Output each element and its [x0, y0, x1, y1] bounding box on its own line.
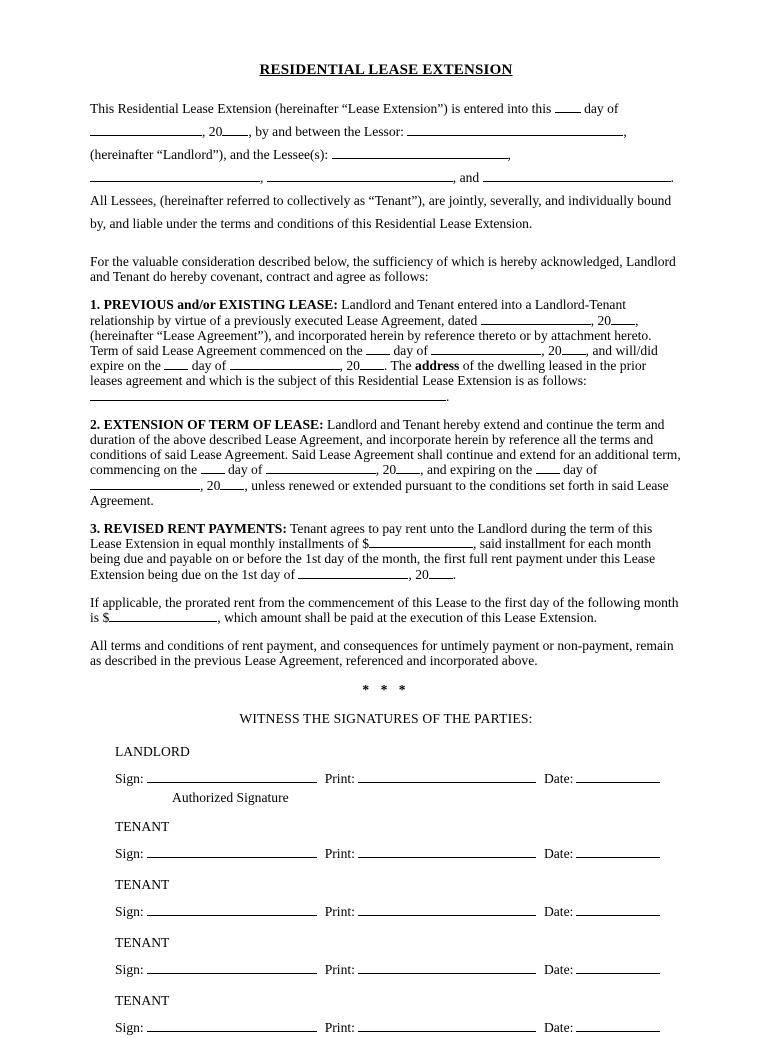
blank-field[interactable]	[220, 478, 244, 490]
sign-label: Sign:	[115, 845, 144, 861]
witness-heading: WITNESS THE SIGNATURES OF THE PARTIES:	[239, 710, 533, 726]
signature-area	[115, 744, 682, 1038]
consideration-paragraph	[90, 254, 682, 284]
date-label: Date:	[543, 1019, 574, 1035]
date-label: Date:	[543, 961, 574, 977]
text-run: . All Lessees, (hereinafter referred to collectively as “Tenant”), are jointly, severally, and individually bound by, and liable under the terms and conditions of this Residential Lease Extension.	[90, 170, 675, 231]
tenant-1-date-blank[interactable]	[576, 846, 660, 858]
tenant-3-sign-blank[interactable]	[147, 962, 317, 974]
blank-field[interactable]	[266, 462, 376, 474]
signature-row	[115, 769, 682, 789]
text-run: day of	[580, 101, 619, 116]
blank-field[interactable]	[230, 358, 340, 370]
tenant-4-date-blank[interactable]	[576, 1020, 660, 1032]
text-run: For the valuable consideration described below, the sufficiency of which is hereby acknowledged, Landlord and Tenant do hereby covenant, contract and agree as follows:	[90, 254, 676, 285]
blank-field[interactable]	[90, 170, 260, 182]
tenant-1-sign-blank[interactable]	[147, 846, 317, 858]
text-run: , 20	[375, 462, 397, 478]
print-label: Print:	[324, 903, 355, 919]
text-run: All terms and conditions of rent payment, and consequences for untimely payment or non-payment, remain as described in the previous Lease Agreement, referenced and incorporated above.	[90, 638, 674, 669]
blank-field[interactable]	[611, 313, 635, 325]
text-run: of the dwelling leased in the prior leases agreement and which is the subject of this Residential Lease Extension is as follows:	[90, 358, 647, 389]
print-label: Print:	[324, 961, 355, 977]
tenant-2-date-blank[interactable]	[576, 904, 660, 916]
text-run: Landlord and Tenant hereby extend and continue the term and duration of the above described Lease Agreement, and incorporate herein by reference all the terms and conditions of said Lease Agreement. Said Lease Agreement shall continue and extend for an additional term, commencing on the	[90, 416, 681, 478]
text-run: Landlord and Tenant entered into a Landlord-Tenant relationship by virtue of a previously executed Lease Agreement, dated	[90, 297, 627, 328]
authorized-signature-note: Authorized Signature	[172, 789, 289, 805]
blank-field[interactable]	[555, 101, 581, 113]
text-run: , and will/did expire on the	[90, 343, 658, 374]
signature-block-tenant-4	[115, 993, 682, 1038]
text-run: , (hereinafter “Lease Agreement”), and incorporated herein by reference thereto or by attachment hereto. Term of said Lease Agreement commenced on the	[90, 312, 652, 359]
intro-paragraph	[90, 97, 682, 235]
blank-field[interactable]	[536, 462, 560, 474]
blank-field[interactable]	[201, 462, 225, 474]
text-run: This Residential Lease Extension (hereinafter “Lease Extension”) is entered into this	[90, 101, 555, 116]
text-run: day of	[390, 343, 432, 359]
blank-field[interactable]	[483, 170, 671, 182]
text-run: , 20	[590, 312, 612, 328]
blank-field[interactable]	[298, 567, 408, 579]
text-run: , unless renewed or extended pursuant to the conditions set forth in said Lease Agreement.	[90, 477, 669, 508]
text-run: address	[415, 358, 460, 374]
date-label: Date:	[543, 770, 574, 786]
blank-field[interactable]	[164, 358, 188, 370]
text-run: , and	[452, 170, 483, 185]
text-run: day of	[559, 462, 598, 478]
blank-field[interactable]	[90, 478, 200, 490]
signature-row	[115, 902, 682, 922]
blank-field[interactable]	[332, 147, 508, 159]
landlord-print-blank[interactable]	[358, 771, 536, 783]
print-label: Print:	[324, 770, 355, 786]
signature-row	[115, 844, 682, 864]
text-run: , by and between the Lessor:	[248, 124, 408, 139]
signature-block-landlord	[115, 744, 682, 806]
blank-field[interactable]	[366, 343, 390, 355]
text-run: 1. PREVIOUS and/or EXISTING LEASE:	[90, 297, 338, 313]
text-run: 3. REVISED RENT PAYMENTS:	[90, 521, 287, 537]
blank-field[interactable]	[396, 462, 420, 474]
text-run: 2. EXTENSION OF TERM OF LEASE:	[90, 416, 324, 432]
sign-label: Sign:	[115, 770, 144, 786]
sign-label: Sign:	[115, 903, 144, 919]
blank-field[interactable]	[90, 389, 446, 401]
party-label-tenant: TENANT	[115, 818, 170, 834]
text-run: . The	[383, 358, 416, 374]
party-label-tenant: TENANT	[115, 992, 170, 1008]
text-run: ,	[260, 170, 267, 185]
text-run: .	[446, 388, 450, 404]
blank-field[interactable]	[109, 610, 217, 622]
section-2-extension-of-term	[90, 417, 682, 508]
tenant-2-print-blank[interactable]	[358, 904, 536, 916]
text-run: , 20	[541, 343, 562, 359]
date-label: Date:	[543, 845, 574, 861]
document-title: RESIDENTIAL LEASE EXTENSION	[259, 62, 513, 78]
text-run: , 20	[408, 566, 429, 582]
blank-field[interactable]	[407, 124, 623, 136]
blank-field[interactable]	[481, 313, 591, 325]
sign-label: Sign:	[115, 961, 144, 977]
signature-row	[115, 1018, 682, 1038]
blank-field[interactable]	[431, 343, 541, 355]
tenant-4-print-blank[interactable]	[358, 1020, 536, 1032]
blank-field[interactable]	[562, 343, 586, 355]
text-run: , 20	[202, 124, 223, 139]
tenant-1-print-blank[interactable]	[358, 846, 536, 858]
signature-block-tenant-2	[115, 877, 682, 922]
party-label-landlord: LANDLORD	[115, 743, 190, 759]
date-label: Date:	[543, 903, 574, 919]
asterisk-separator: * * *	[362, 681, 410, 697]
tenant-3-date-blank[interactable]	[576, 962, 660, 974]
text-run: , (hereinafter “Landlord”), and the Lessee(s):	[90, 124, 627, 162]
landlord-sign-blank[interactable]	[147, 771, 317, 783]
tenant-3-print-blank[interactable]	[358, 962, 536, 974]
text-run: , 20	[339, 358, 360, 374]
text-run: , said installment for each month being due and payable on or before the 1st day of the month, the first full rent payment under this Lease Extension being due on the 1st day of	[90, 536, 656, 582]
tenant-4-sign-blank[interactable]	[147, 1020, 317, 1032]
text-run: , 20	[200, 477, 221, 493]
print-label: Print:	[324, 1019, 355, 1035]
blank-field[interactable]	[267, 170, 453, 182]
tenant-2-sign-blank[interactable]	[147, 904, 317, 916]
text-run: , and expiring on the	[420, 462, 536, 478]
sign-label: Sign:	[115, 1019, 144, 1035]
signature-block-tenant-3	[115, 935, 682, 980]
blank-field[interactable]	[360, 358, 384, 370]
blank-field[interactable]	[429, 567, 453, 579]
signature-block-tenant-1	[115, 819, 682, 864]
text-run: If applicable, the prorated rent from the commencement of this Lease to the first day of the following month is $	[90, 594, 679, 626]
party-label-tenant: TENANT	[115, 934, 170, 950]
text-run: , which amount shall be paid at the execution of this Lease Extension.	[217, 610, 598, 626]
text-run: day of	[188, 358, 230, 374]
blank-field[interactable]	[369, 536, 473, 548]
section-3-revised-rent-payments	[90, 521, 682, 582]
signature-row	[115, 960, 682, 980]
blank-field[interactable]	[222, 124, 248, 136]
text-run: ,	[507, 147, 511, 162]
text-run: day of	[224, 462, 266, 478]
section-1-previous-lease	[90, 297, 682, 403]
landlord-date-blank[interactable]	[576, 771, 660, 783]
text-run: Tenant agrees to pay rent unto the Landlord during the term of this Lease Extension in equal monthly installments of $	[90, 521, 653, 552]
blank-field[interactable]	[90, 124, 202, 136]
print-label: Print:	[324, 845, 355, 861]
text-run: .	[452, 566, 457, 582]
prorated-rent-paragraph	[90, 595, 682, 625]
party-label-tenant: TENANT	[115, 876, 170, 892]
terms-of-payment-paragraph	[90, 638, 682, 668]
